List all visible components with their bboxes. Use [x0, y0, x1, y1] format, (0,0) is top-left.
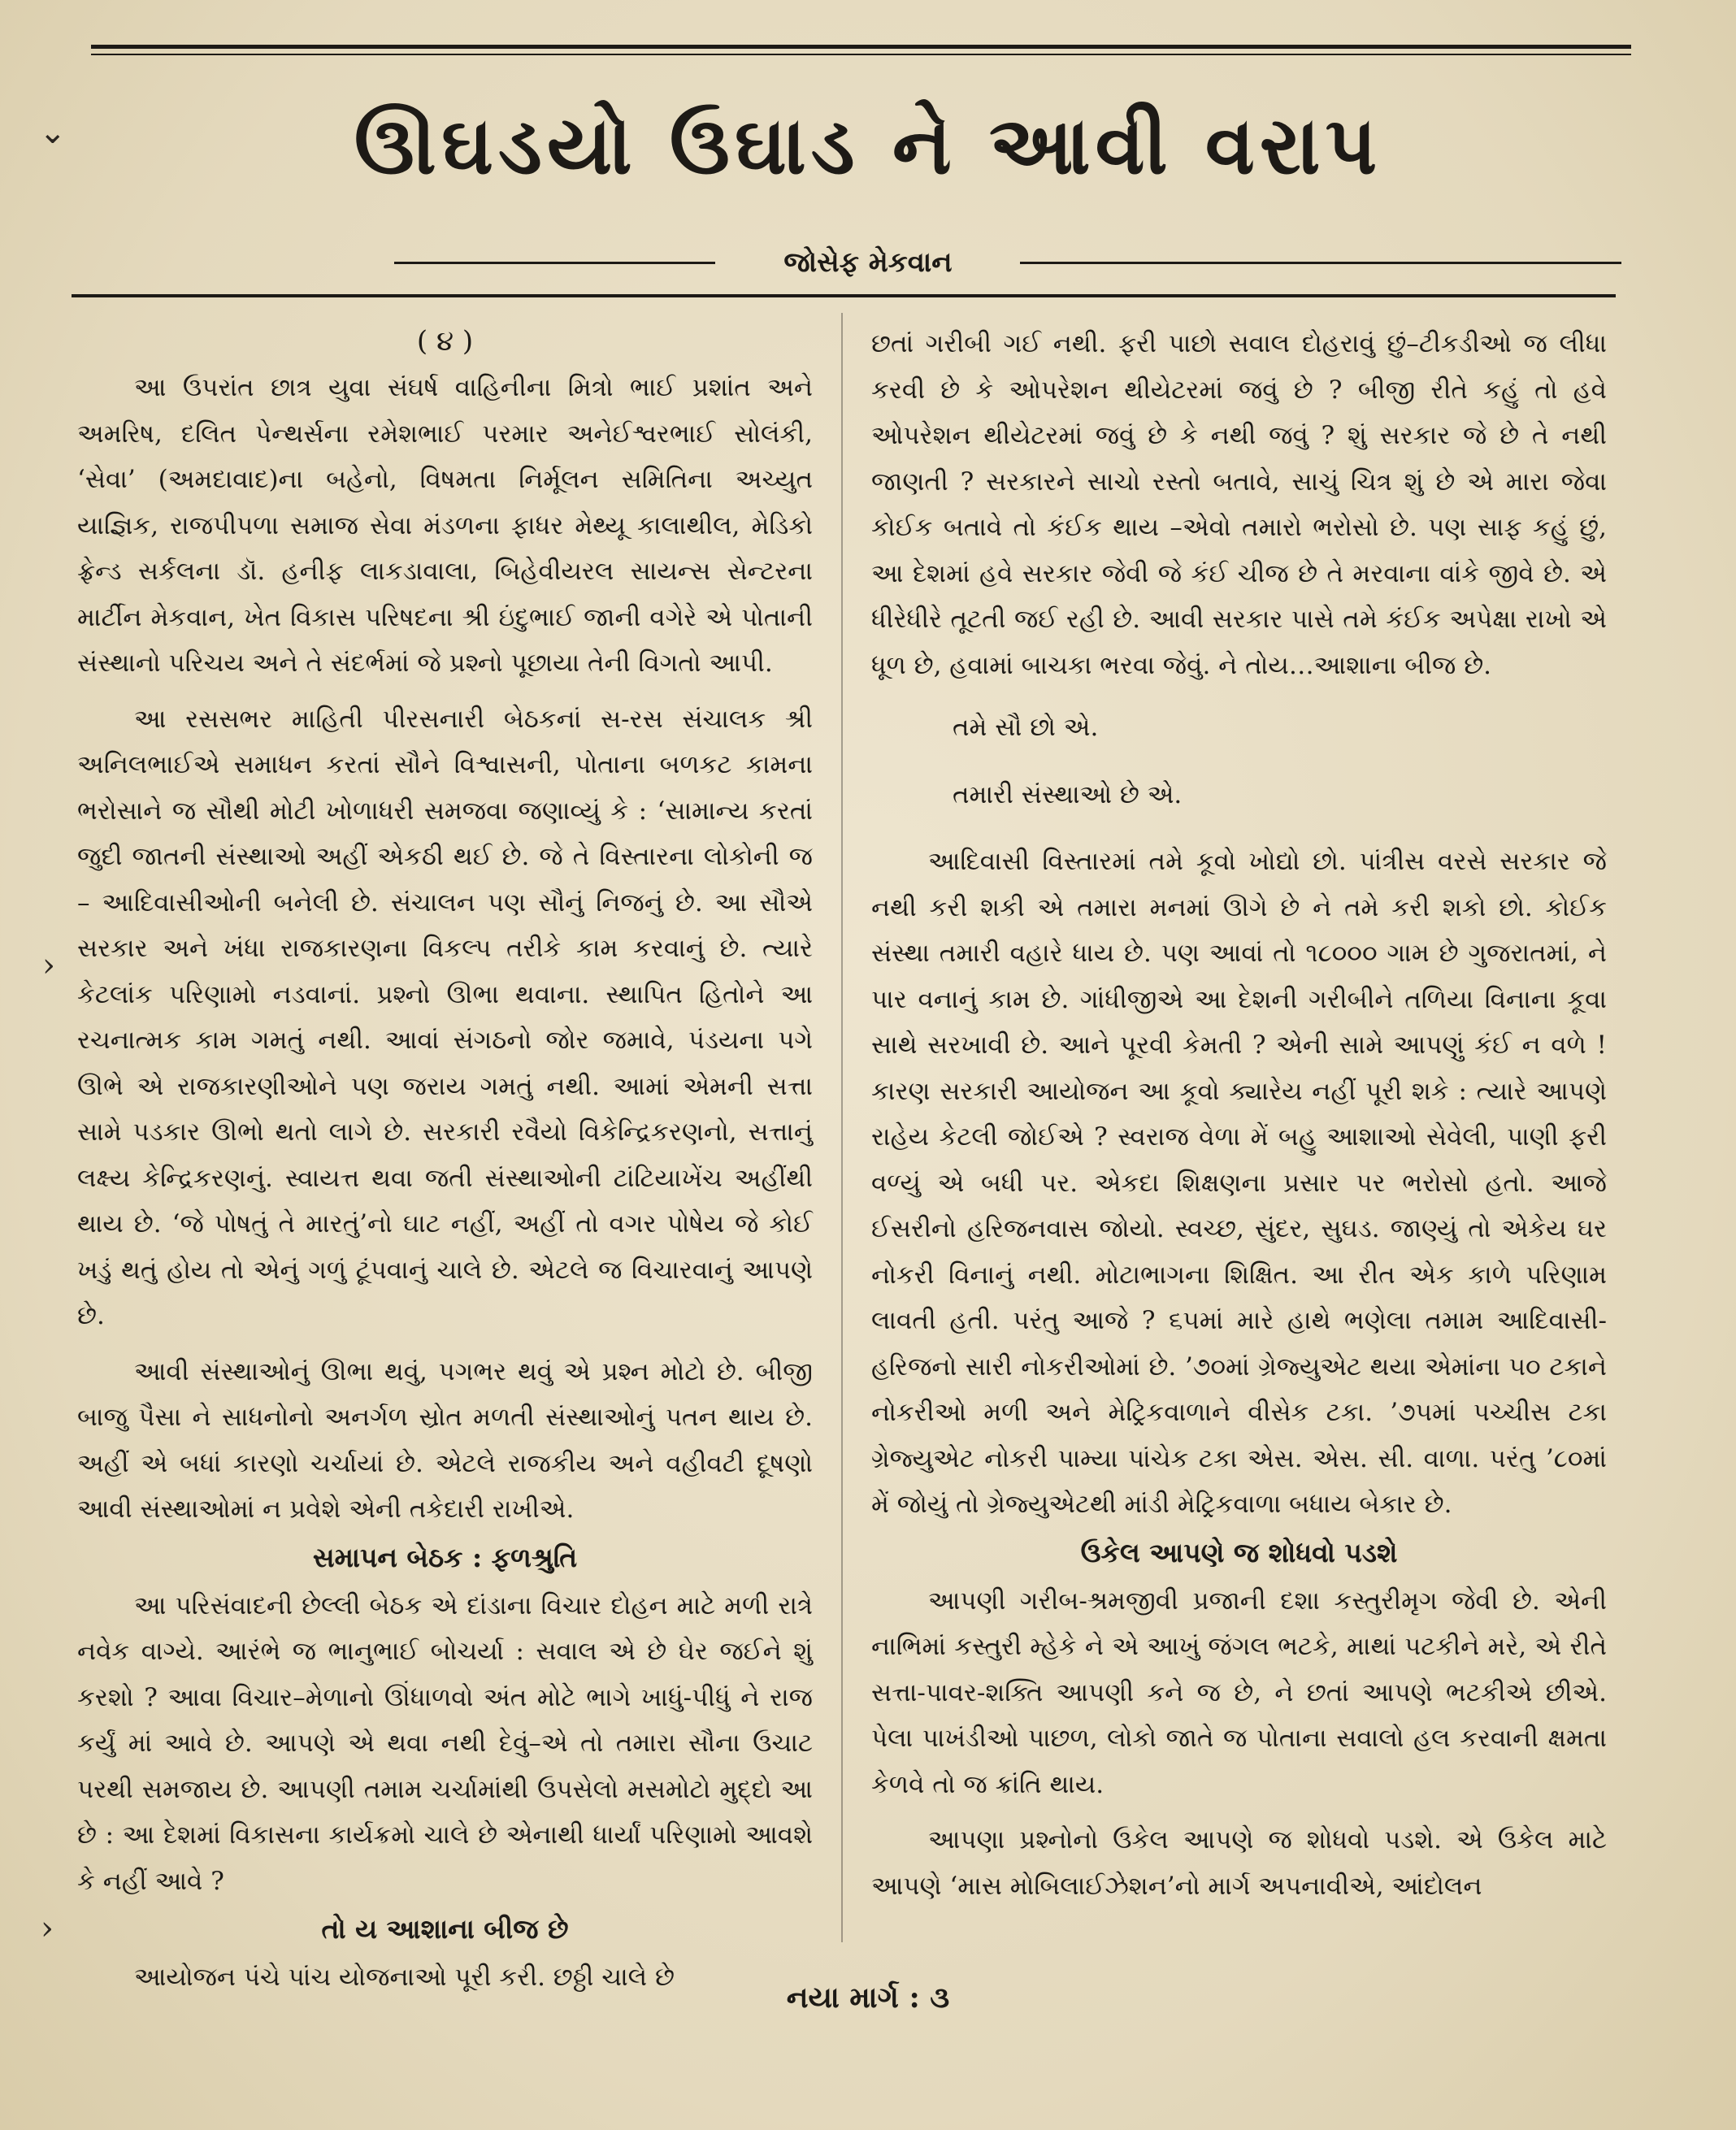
left-paragraph-5: આયોજન પંચે પાંચ યોજનાઓ પૂરી કરી. છઠ્ઠી ચાલે છે [134, 1963, 675, 1992]
left-column [77, 321, 813, 1992]
section-heading-solution: ઉકેલ આપણે જ શોધવો પડશે [1080, 1536, 1398, 1568]
top-rule-thin [91, 54, 1631, 55]
right-paragraph-1: છતાં ગરીબી ગઈ નથી. ફરી પાછો સવાલ દોહરાવું છું–ટીકડીઓ જ લીધા કરવી છે કે ઓપરેશન થીયેટરમાં જવું છે ? બીજી રીતે કહું તો હવે ઓપરેશન થીયેટરમાં જવું છે કે નથી જવું ? શું સરકાર જે છે તે નથી જાણતી ? સરકારને સાચો રસ્તો બતાવે, સાચું ચિત્ર શું છે એ મારા જેવા કોઈક બતાવે તો કંઈક થાય –એવો તમારો ભરોસો છે. પણ સાફ કહું છું, આ દેશમાં હવે સરકાર જેવી જે કંઈ ચીજ છે તે મરવાના વાંકે જીવે છે. એ ધીરેધીરે તૂટતી જઈ રહી છે. આવી સરકાર પાસે તમે કંઈક અપેક્ષા રાખો એ ધૂળ છે, હવામાં બાચકા ભરવા જેવું. ને તોય…આશાના બીજ છે. [871, 329, 1607, 680]
margin-mark-bottom: › [41, 1910, 54, 1947]
section-heading-hope: તો ય આશાના બીજ છે [321, 1913, 569, 1945]
page-footer: નયા માર્ગ : ૩ [786, 1980, 950, 2015]
author-right-rule [1020, 262, 1621, 264]
right-paragraph-4: આપણા પ્રશ્નોનો ઉકેલ આપણે જ શોધવો પડશે. એ ઉકેલ માટે આપણે ‘માસ મોબિલાઈઝેશન’નો માર્ગ અપનાવીએ, આંદોલન [871, 1825, 1607, 1901]
right-paragraph-3: આપણી ગરીબ-શ્રમજીવી પ્રજાની દશા કસ્તુરીમૃગ જેવી છે. એની નાભિમાં કસ્તુરી મ્હેકે ને એ આખું જંગલ ભટકે, માથાં પટકીને મરે, એ રીતે સત્તા-પાવર-શક્તિ આપણી કને જ છે, ને છતાં આપણે ભટકીએ છીએ. પેલા પાખંડીઓ પાછળ, લોકો જાતે જ પોતાના સવાલો હલ કરવાની ક્ષમતા કેળવે તો જ ક્રાંતિ થાય. [871, 1586, 1607, 1799]
left-paragraph-4: આ પરિસંવાદની છેલ્લી બેઠક એ દાંડાના વિચાર દોહન માટે મળી રાત્રે નવેક વાગ્યે. આરંભે જ ભાનુભાઈ બોચર્યા : સવાલ એ છે ઘેર જઈને શું કરશો ? આવા વિચાર–મેળાનો ઊંધાળવો અંત મોટે ભાગે ખાધું-પીધું ને રાજ કર્યું માં આવે છે. આપણે એ થવા નથી દેવું–એ તો તમારા સૌના ઉચાટ પરથી સમજાય છે. આપણી તમામ ચર્ચામાંથી ઉપસેલો મસમોટો મુદ્દો આ છે : આ દેશમાં વિકાસના કાર્યક્રમો ચાલે છે એનાથી ધાર્યાં પરિણામો આવશે કે નહીં આવે ? [77, 1590, 813, 1896]
header-bottom-rule [72, 294, 1616, 297]
article-title: ઊઘડયો ઉઘાડ ને આવી વરાપ [354, 99, 1382, 193]
right-column [871, 321, 1607, 1946]
top-rule [91, 45, 1631, 49]
right-line-1: તમે સૌ છો એ. [953, 713, 1099, 742]
left-paragraph-1: આ ઉપરાંત છાત્ર યુવા સંઘર્ષ વાહિનીના મિત્રો ભાઈ પ્રશાંત અને અમરિષ, દલિત પેન્થર્સના રમેશભાઈ પરમાર અનેઈશ્વરભાઈ સોલંકી, ‘સેવા’ (અમદાવાદ)ના બહેનો, વિષમતા નિર્મૂલન સમિતિના અચ્યુત યાજ્ઞિક, રાજપીપળા સમાજ સેવા મંડળના ફાધર મેથ્યૂ કાલાથીલ, મેડિકો ફ્રેન્ડ સર્કલના ડૉ. હનીફ લાકડાવાલા, બિહેવીયરલ સાયન્સ સેન્ટરના માર્ટીન મેકવાન, ખેત વિકાસ પરિષદના શ્રી ઇંદુભાઈ જાની વગેરે એ પોતાની સંસ્થાનો પરિચય અને તે સંદર્ભમાં જે પ્રશ્નો પૂછાયા તેની વિગતો આપી. [77, 373, 813, 678]
right-paragraph-2: આદિવાસી વિસ્તારમાં તમે કૂવો ખોદ્યો છો. પાંત્રીસ વરસે સરકાર જે નથી કરી શકી એ તમારા મનમાં ઊગે છે ને તમે કરી શકો છો. કોઈક સંસ્થા તમારી વહારે ધાય છે. પણ આવાં તો ૧૮૦૦૦ ગામ છે ગુજરાતમાં, ને પાર વનાનું કામ છે. ગાંધીજીએ આ દેશની ગરીબીને તળિયા વિનાના કૂવા સાથે સરખાવી છે. આને પૂરવી કેમતી ? એની સામે આપણું કંઈ ન વળે ! કારણ સરકારી આયોજન આ કૂવો ક્યારેય નહીં પૂરી શકે : ત્યારે આપણે રાહેય કેટલી જોઈએ ? સ્વરાજ વેળા મેં બહુ આશાઓ સેવેલી, પાણી ફરી વળ્યું એ બધી પર. એકદા શિક્ષણના પ્રસાર પર ભરોસો હતો. આજે ઈસરીનો હરિજનવાસ જોયો. સ્વચ્છ, સુંદર, સુઘડ. જાણ્યું તો એકેય ઘર નોકરી વિનાનું નથી. મોટાભાગના શિક્ષિત. આ રીત એક કાળે પરિણામ લાવતી હતી. પરંતુ આજે ? ૬૫માં મારે હાથે ભણેલા તમામ આદિવાસી-હરિજનો સારી નોકરીઓમાં છે. ’૭૦માં ગ્રેજ્યુએટ થયા એમાંના ૫૦ ટકાને નોકરીઓ મળી અને મેટ્રિકવાળાને વીસેક ટકા. ’૭૫માં પચ્ચીસ ટકા ગ્રેજ્યુએટ નોકરી પામ્યા પાંચેક ટકા એસ. એસ. સી. વાળા. પરંતુ ’૮૦માં મેં જોયું તો ગ્રેજ્યુએટથી માંડી મેટ્રિકવાળા બધાય બેકાર છે. [871, 847, 1607, 1519]
section-heading-conclusion: સમાપન બેઠક : ફળશ્રુતિ [312, 1541, 578, 1573]
left-paragraph-3: આવી સંસ્થાઓનું ઊભા થવું, પગભર થવું એ પ્રશ્ન મોટો છે. બીજી બાજુ પૈસા ને સાધનોનો અનર્ગળ સ્રોત મળતી સંસ્થાઓનું પતન થાય છે. અહીં એ બધાં કારણો ચર્ચાયાં છે. એટલે રાજકીય અને વહીવટી દૂષણો આવી સંસ્થાઓમાં ન પ્રવેશે એની તકેદારી રાખીએ. [77, 1356, 813, 1524]
left-paragraph-2: આ રસસભર માહિતી પીરસનારી બેઠકનાં સ-રસ સંચાલક શ્રી અનિલભાઈએ સમાધન કરતાં સૌને વિશ્વાસની, પોતાના બળકટ કામના ભરોસાને જ સૌથી મોટી ખોળાધરી સમજવા જણાવ્યું કે : ‘સામાન્ય કરતાં જુદી જાતની સંસ્થાઓ અહીં એકઠી થઈ છે. જે તે વિસ્તારના લોકોની જ – આદિવાસીઓની બનેલી છે. સંચાલન પણ સૌનું નિજનું છે. આ સૌએ સરકાર અને ખંધા રાજકારણના વિકલ્પ તરીકે કામ કરવાનું છે. ત્યારે કેટલાંક પરિણામો નડવાનાં. પ્રશ્નો ઊભા થવાના. સ્થાપિત હિતોને આ રચનાત્મક કામ ગમતું નથી. આવાં સંગઠનો જોર જમાવે, પંડયના પગે ઊભે એ રાજકારણીઓને પણ જરાય ગમતું નથી. આમાં એમની સત્તા સામે પડકાર ઊભો થતો લાગે છે. સરકારી રવૈયો વિકેન્દ્રિકરણનો, સત્તાનું લક્ષ્ય કેન્દ્રિકરણનું. સ્વાયત્ત થવા જતી સંસ્થાઓની ટાંટિયાખેંચ અહીંથી થાય છે. ‘જે પોષતું તે મારતું’નો ઘાટ નહીં, અહીં તો વગર પોષેય જે કોઈ ખડું થતું હોય તો એનું ગળું ટૂંપવાનું ચાલે છે. એટલે જ વિચારવાનું આપણે છે. [77, 704, 813, 1330]
margin-mark-top: ⌄ [39, 114, 67, 151]
part-number: ( ૪ ) [416, 325, 474, 358]
column-divider [841, 313, 843, 1942]
margin-mark-middle: › [42, 947, 55, 984]
right-line-2: તમારી સંસ્થાઓ છે એ. [953, 779, 1183, 809]
article-author: જોસેફ મેકવાન [783, 246, 953, 279]
